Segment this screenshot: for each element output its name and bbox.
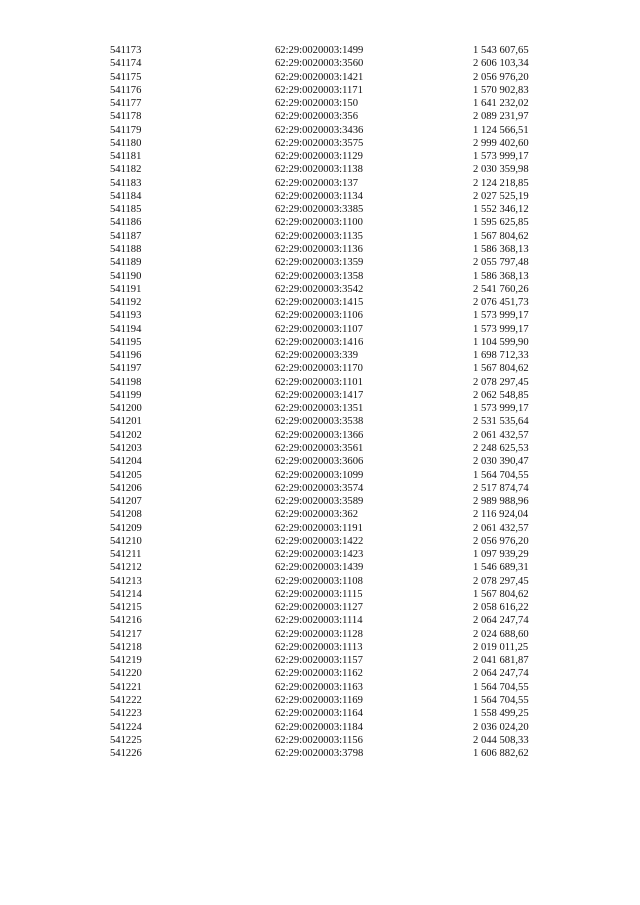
row-number: 541173: [110, 45, 142, 56]
cadastral-value-table: [0, 44, 640, 760]
cadastral-number: 62:29:0020003:1163: [275, 681, 363, 693]
row-number: 541185: [110, 204, 142, 216]
row-number: 541218: [110, 641, 142, 653]
table-row: [0, 628, 640, 641]
cadastral-value: 2 019 011,25: [473, 641, 529, 653]
cadastral-number: 62:29:0020003:1416: [275, 336, 364, 348]
table-row: [0, 415, 640, 428]
table-row: [0, 216, 640, 229]
row-number: 541183: [110, 177, 142, 189]
cadastral-value: 2 064 247,74: [473, 615, 529, 627]
table-row: [0, 150, 640, 163]
cadastral-number: 62:29:0020003:1157: [275, 655, 363, 667]
cadastral-number: 62:29:0020003:137: [275, 177, 358, 189]
table-row: [0, 190, 640, 203]
cadastral-value: 2 030 390,47: [473, 456, 529, 468]
row-number: 541219: [110, 655, 142, 667]
row-number: 541197: [110, 363, 142, 375]
row-number: 541215: [110, 602, 142, 614]
table-row: [0, 469, 640, 482]
row-number: 541192: [110, 297, 142, 309]
cadastral-value: 1 546 689,31: [473, 562, 529, 574]
table-row: [0, 641, 640, 654]
cadastral-number: 62:29:0020003:3436: [275, 124, 364, 136]
cadastral-number: 62:29:0020003:1184: [275, 721, 363, 733]
table-row: [0, 336, 640, 349]
table-row: [0, 535, 640, 548]
cadastral-value: 1 567 804,62: [473, 588, 529, 600]
row-number: 541202: [110, 429, 142, 441]
table-row: [0, 588, 640, 601]
cadastral-number: 62:29:0020003:3560: [275, 58, 364, 70]
row-number: 541180: [110, 137, 142, 149]
table-row: [0, 57, 640, 70]
row-number: 541200: [110, 403, 142, 415]
table-row: [0, 110, 640, 123]
cadastral-number: 62:29:0020003:1115: [275, 588, 363, 600]
cadastral-value: 2 056 976,20: [473, 71, 529, 83]
cadastral-value: 2 089 231,97: [473, 111, 529, 123]
cadastral-value: 1 573 999,17: [473, 323, 529, 335]
row-number: 541191: [110, 283, 142, 295]
cadastral-value: 2 030 359,98: [473, 164, 529, 176]
cadastral-number: 62:29:0020003:1162: [275, 668, 363, 680]
row-number: 541199: [110, 389, 142, 401]
row-number: 541195: [110, 336, 142, 348]
row-number: 541216: [110, 615, 142, 627]
cadastral-value: 1 097 939,29: [473, 549, 529, 561]
cadastral-value: 2 999 402,60: [473, 137, 529, 149]
table-row: [0, 389, 640, 402]
cadastral-value: 2 058 616,22: [473, 602, 529, 614]
row-number: 541220: [110, 668, 142, 680]
cadastral-value: 1 698 712,33: [473, 350, 529, 362]
table-row: [0, 323, 640, 336]
row-number: 541217: [110, 628, 142, 640]
cadastral-number: 62:29:0020003:1351: [275, 403, 364, 415]
row-number: 541226: [110, 748, 142, 760]
cadastral-number: 62:29:0020003:150: [275, 98, 358, 110]
cadastral-value: 1 606 882,62: [473, 748, 529, 760]
table-row: [0, 71, 640, 84]
cadastral-number: 62:29:0020003:1156: [275, 734, 363, 746]
cadastral-number: 62:29:0020003:1171: [275, 84, 363, 96]
row-number: 541213: [110, 575, 142, 587]
row-number: 541210: [110, 535, 142, 547]
cadastral-number: 62:29:0020003:1099: [275, 469, 364, 481]
table-row: [0, 283, 640, 296]
table-row: [0, 44, 640, 57]
cadastral-value: 2 078 297,45: [473, 575, 529, 587]
cadastral-number: 62:29:0020003:1113: [275, 641, 363, 653]
row-number: 541187: [110, 230, 142, 242]
cadastral-value: 1 567 804,62: [473, 363, 529, 375]
table-row: [0, 681, 640, 694]
table-row: [0, 84, 640, 97]
row-number: 541196: [110, 350, 142, 362]
row-number: 541181: [110, 151, 142, 163]
table-row: [0, 177, 640, 190]
cadastral-value: 1 564 704,55: [473, 681, 529, 693]
row-number: 541208: [110, 509, 142, 521]
cadastral-number: 62:29:0020003:3385: [275, 204, 364, 216]
cadastral-value: 2 055 797,48: [473, 257, 529, 269]
cadastral-number: 62:29:0020003:1415: [275, 297, 364, 309]
row-number: 541176: [110, 84, 142, 96]
table-row: [0, 309, 640, 322]
table-row: [0, 575, 640, 588]
row-number: 541206: [110, 482, 142, 494]
cadastral-value: 2 062 548,85: [473, 389, 529, 401]
cadastral-number: 62:29:0020003:1499: [275, 45, 364, 56]
cadastral-value: 2 024 688,60: [473, 628, 529, 640]
cadastral-value: 2 531 535,64: [473, 416, 529, 428]
cadastral-value: 2 989 988,96: [473, 496, 529, 508]
cadastral-value: 2 517 874,74: [473, 482, 529, 494]
cadastral-value: 2 056 976,20: [473, 535, 529, 547]
table-row: [0, 495, 640, 508]
table-row: [0, 614, 640, 627]
table-row: [0, 654, 640, 667]
cadastral-number: 62:29:0020003:1114: [275, 615, 363, 627]
cadastral-number: 62:29:0020003:1359: [275, 257, 364, 269]
table-row: [0, 256, 640, 269]
cadastral-number: 62:29:0020003:1129: [275, 151, 363, 163]
cadastral-value: 2 027 525,19: [473, 190, 529, 202]
cadastral-number: 62:29:0020003:1191: [275, 522, 363, 534]
cadastral-number: 62:29:0020003:1439: [275, 562, 364, 574]
cadastral-value: 1 595 625,85: [473, 217, 529, 229]
row-number: 541193: [110, 310, 142, 322]
table-row: [0, 694, 640, 707]
row-number: 541188: [110, 243, 142, 255]
row-number: 541194: [110, 323, 142, 335]
cadastral-number: 62:29:0020003:1100: [275, 217, 363, 229]
row-number: 541205: [110, 469, 142, 481]
cadastral-number: 62:29:0020003:1106: [275, 310, 363, 322]
cadastral-number: 62:29:0020003:1101: [275, 376, 363, 388]
row-number: 541179: [110, 124, 142, 136]
cadastral-number: 62:29:0020003:1417: [275, 389, 364, 401]
cadastral-value: 2 076 451,73: [473, 297, 529, 309]
table-row: [0, 124, 640, 137]
cadastral-value: 2 248 625,53: [473, 442, 529, 454]
table-row: [0, 455, 640, 468]
row-number: 541174: [110, 58, 142, 70]
cadastral-value: 2 061 432,57: [473, 522, 529, 534]
table-row: [0, 243, 640, 256]
cadastral-value: 1 570 902,83: [473, 84, 529, 96]
cadastral-value: 2 064 247,74: [473, 668, 529, 680]
cadastral-value: 1 573 999,17: [473, 151, 529, 163]
row-number: 541212: [110, 562, 142, 574]
table-row: [0, 601, 640, 614]
table-row: [0, 402, 640, 415]
table-row: [0, 522, 640, 535]
row-number: 541214: [110, 588, 142, 600]
cadastral-value: 1 543 607,65: [473, 45, 529, 56]
cadastral-number: 62:29:0020003:1164: [275, 708, 363, 720]
cadastral-value: 1 573 999,17: [473, 310, 529, 322]
table-row: [0, 376, 640, 389]
table-row: [0, 296, 640, 309]
row-number: 541207: [110, 496, 142, 508]
cadastral-number: 62:29:0020003:1108: [275, 575, 363, 587]
cadastral-number: 62:29:0020003:1127: [275, 602, 363, 614]
cadastral-value: 1 564 704,55: [473, 469, 529, 481]
table-row: [0, 667, 640, 680]
cadastral-value: 2 041 681,87: [473, 655, 529, 667]
table-row: [0, 163, 640, 176]
cadastral-number: 62:29:0020003:1421: [275, 71, 364, 83]
cadastral-value: 1 641 232,02: [473, 98, 529, 110]
row-number: 541190: [110, 270, 142, 282]
row-number: 541222: [110, 695, 142, 707]
cadastral-number: 62:29:0020003:356: [275, 111, 358, 123]
table-row: [0, 270, 640, 283]
table-row: [0, 349, 640, 362]
row-number: 541177: [110, 98, 142, 110]
cadastral-number: 62:29:0020003:1366: [275, 429, 364, 441]
cadastral-number: 62:29:0020003:1138: [275, 164, 363, 176]
cadastral-value: 1 586 368,13: [473, 270, 529, 282]
cadastral-number: 62:29:0020003:3575: [275, 137, 364, 149]
cadastral-value: 1 564 704,55: [473, 695, 529, 707]
table-row: [0, 734, 640, 747]
table-row: [0, 561, 640, 574]
cadastral-number: 62:29:0020003:3538: [275, 416, 364, 428]
cadastral-number: 62:29:0020003:1358: [275, 270, 364, 282]
cadastral-number: 62:29:0020003:3798: [275, 748, 364, 760]
cadastral-value: 2 078 297,45: [473, 376, 529, 388]
cadastral-value: 2 606 103,34: [473, 58, 529, 70]
cadastral-value: 1 552 346,12: [473, 204, 529, 216]
cadastral-number: 62:29:0020003:1423: [275, 549, 364, 561]
table-row: [0, 707, 640, 720]
table-row: [0, 442, 640, 455]
cadastral-value: 1 586 368,13: [473, 243, 529, 255]
cadastral-number: 62:29:0020003:3589: [275, 496, 364, 508]
row-number: 541203: [110, 442, 142, 454]
row-number: 541221: [110, 681, 142, 693]
cadastral-number: 62:29:0020003:1169: [275, 695, 363, 707]
row-number: 541182: [110, 164, 142, 176]
table-row: [0, 362, 640, 375]
cadastral-number: 62:29:0020003:1128: [275, 628, 363, 640]
cadastral-value: 1 567 804,62: [473, 230, 529, 242]
table-row: [0, 747, 640, 760]
cadastral-number: 62:29:0020003:1135: [275, 230, 363, 242]
cadastral-number: 62:29:0020003:1170: [275, 363, 363, 375]
cadastral-value: 1 124 566,51: [473, 124, 529, 136]
cadastral-value: 1 573 999,17: [473, 403, 529, 415]
table-row: [0, 429, 640, 442]
table-row: [0, 97, 640, 110]
cadastral-number: 62:29:0020003:1136: [275, 243, 363, 255]
cadastral-number: 62:29:0020003:1422: [275, 535, 364, 547]
cadastral-value: 2 541 760,26: [473, 283, 529, 295]
cadastral-value: 1 104 599,90: [473, 336, 529, 348]
row-number: 541204: [110, 456, 142, 468]
cadastral-value: 2 061 432,57: [473, 429, 529, 441]
cadastral-number: 62:29:0020003:3574: [275, 482, 364, 494]
cadastral-value: 2 036 024,20: [473, 721, 529, 733]
row-number: 541198: [110, 376, 142, 388]
row-number: 541186: [110, 217, 142, 229]
cadastral-value: 2 124 218,85: [473, 177, 529, 189]
row-number: 541224: [110, 721, 142, 733]
row-number: 541184: [110, 190, 142, 202]
cadastral-number: 62:29:0020003:3606: [275, 456, 364, 468]
cadastral-value: 2 044 508,33: [473, 734, 529, 746]
table-row: [0, 721, 640, 734]
cadastral-value: 2 116 924,04: [473, 509, 529, 521]
table-row: [0, 508, 640, 521]
row-number: 541211: [110, 549, 142, 561]
cadastral-number: 62:29:0020003:339: [275, 350, 358, 362]
table-row: [0, 548, 640, 561]
table-row: [0, 230, 640, 243]
cadastral-number: 62:29:0020003:362: [275, 509, 358, 521]
row-number: 541189: [110, 257, 142, 269]
cadastral-number: 62:29:0020003:3561: [275, 442, 364, 454]
cadastral-value: 1 558 499,25: [473, 708, 529, 720]
row-number: 541201: [110, 416, 142, 428]
row-number: 541209: [110, 522, 142, 534]
cadastral-number: 62:29:0020003:3542: [275, 283, 364, 295]
cadastral-number: 62:29:0020003:1134: [275, 190, 363, 202]
table-row: [0, 137, 640, 150]
row-number: 541175: [110, 71, 142, 83]
cadastral-number: 62:29:0020003:1107: [275, 323, 363, 335]
row-number: 541178: [110, 111, 142, 123]
row-number: 541223: [110, 708, 142, 720]
row-number: 541225: [110, 734, 142, 746]
table-row: [0, 203, 640, 216]
table-row: [0, 482, 640, 495]
